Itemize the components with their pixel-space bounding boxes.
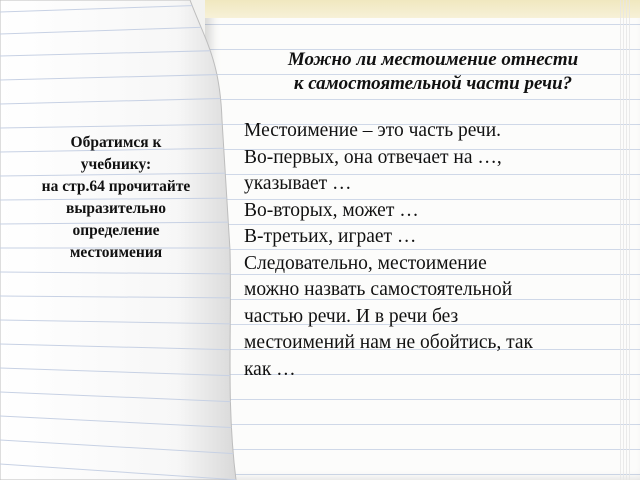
- body-line-conclusion: Следовательно, местоимение можно назвать самостоятельной частью речи. И в речи без местоимений нам не обойтись, так как …: [244, 252, 534, 380]
- textbook-instruction: Обратимся к учебнику: на стр.64 прочитайте выразительно определение местоимения: [41, 134, 191, 261]
- body-line-definition: Местоимение – это часть речи.: [244, 120, 502, 141]
- body-text: [244, 118, 624, 383]
- body-line-third: В-третьих, играет …: [244, 226, 417, 247]
- body-line-first: Во-первых, она отвечает на …, указывает …: [244, 146, 502, 194]
- slide-title: Можно ли местоимение отнести к самостоятельной части речи?: [287, 49, 579, 94]
- body-line-second: Во-вторых, может …: [244, 199, 419, 221]
